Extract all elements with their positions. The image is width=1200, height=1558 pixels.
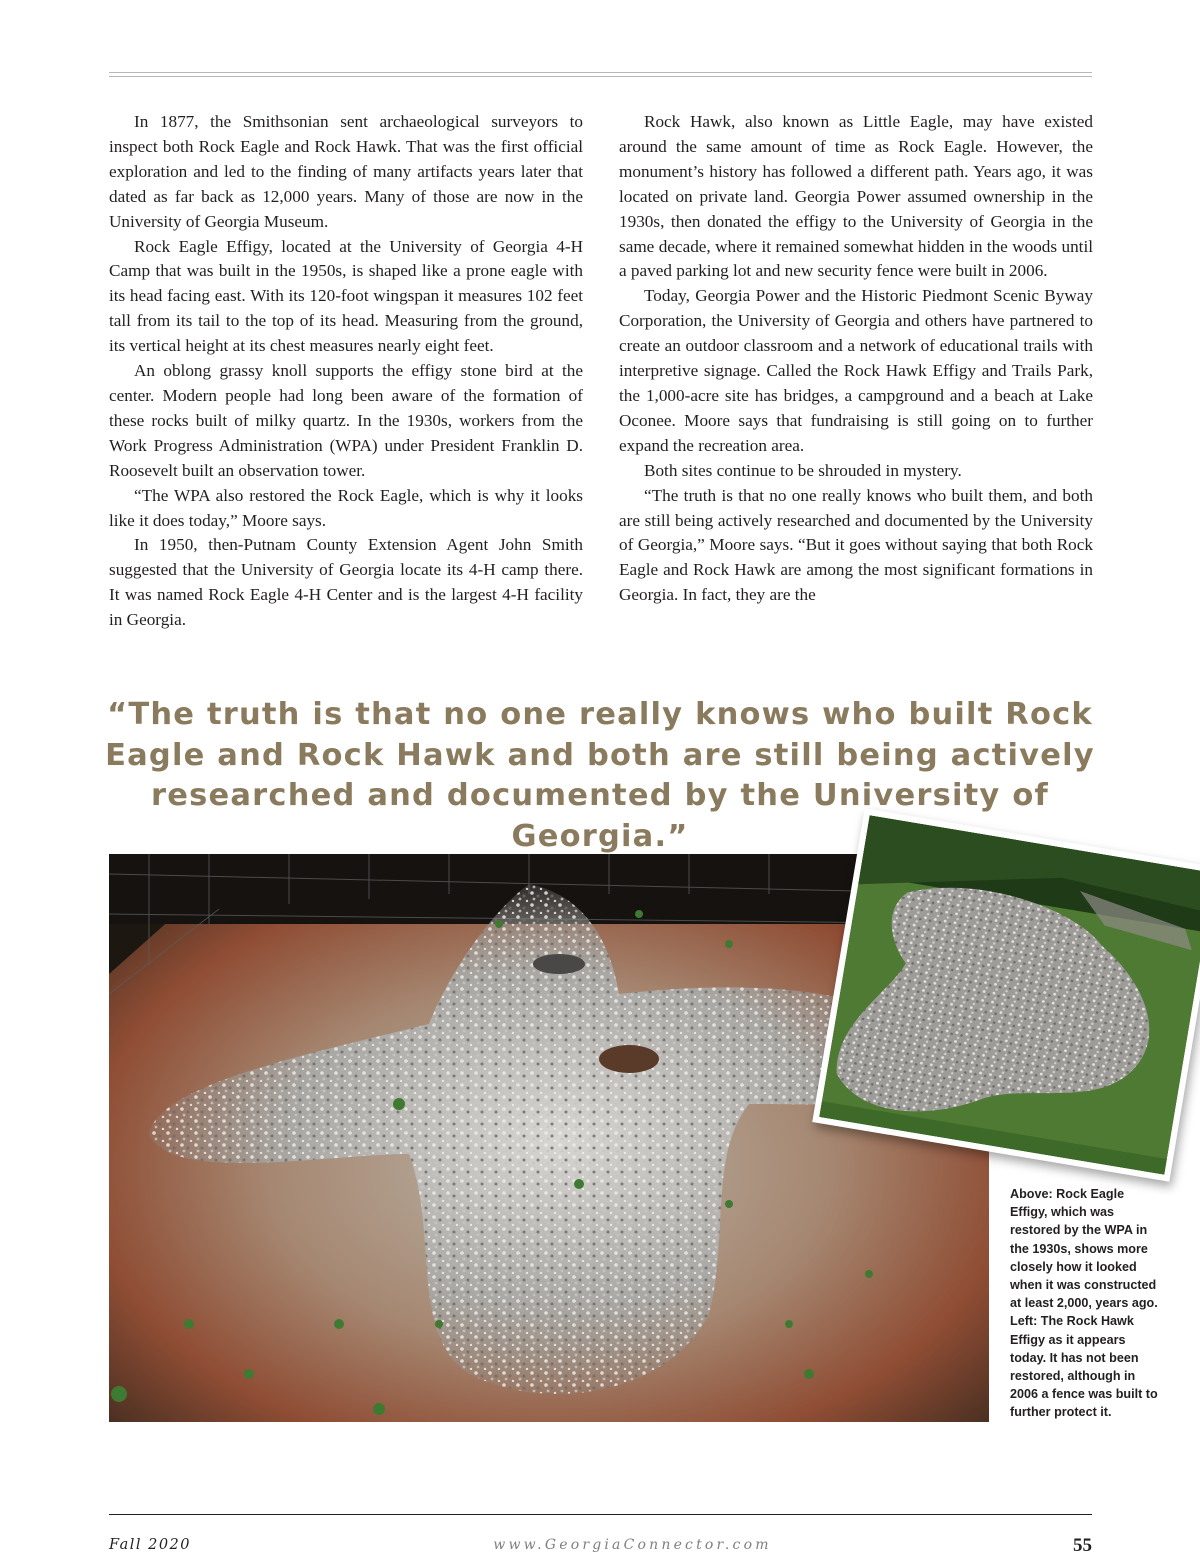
paragraph: Both sites continue to be shrouded in mystery. bbox=[644, 460, 962, 480]
article-right-column bbox=[619, 110, 1093, 608]
header-rule-bottom bbox=[109, 76, 1092, 77]
paragraph: Today, Georgia Power and the Historic Piedmont Scenic Byway Corporation, the University of Georgia and others have partnered to create an outdoor classroom and a network of educational trails with interpretive signage. Called the Rock Hawk Effigy and Trails Park, the 1,000-acre site has bridges, a campground and a beach at Lake Oconee. Moore says that fundraising is still going on to further expand the recreation area. bbox=[619, 286, 1093, 455]
paragraph: “The truth is that no one really knows who built them, and both are still being actively researched and documented by the University of Georgia,” Moore says. “But it goes without saying that both Rock Eagle and Rock Hawk are among the most significant formations in Georgia. In fact, they are the bbox=[619, 485, 1093, 605]
rock-eagle-photo bbox=[819, 815, 1200, 1175]
issue-season: Fall 2020 bbox=[109, 1537, 192, 1553]
photo-caption: Above: Rock Eagle Effigy, which was restored by the WPA in the 1930s, shows more closely how it looked when it was constructed at least 2,000, years ago. Left: The Rock Hawk Effigy as it appears today. It has not been restored, although in 2006 a fence was built to further protect it. bbox=[1010, 1187, 1158, 1420]
header-rule-top bbox=[109, 72, 1092, 73]
pull-quote: “The truth is that no one really knows who built Rock Eagle and Rock Hawk and both are still being actively researched and documented by the University of Georgia.” bbox=[105, 697, 1095, 854]
paragraph: Rock Hawk, also known as Little Eagle, may have existed around the same amount of time as Rock Eagle. However, the monument’s history has followed a different path. Years ago, it was located on private land. Georgia Power assumed ownership in the 1930s, then donated the effigy to the University of Georgia in the same decade, where it remained somewhat hidden in the woods until a paved parking lot and new security fence were built in 2006. bbox=[619, 112, 1093, 281]
rock-eagle-photo-frame bbox=[812, 808, 1200, 1181]
paragraph: “The WPA also restored the Rock Eagle, which is why it looks like it does today,” Moore says. bbox=[109, 485, 583, 530]
page-number: 55 bbox=[1073, 1535, 1092, 1556]
paragraph: An oblong grassy knoll supports the effigy stone bird at the center. Modern people had long been aware of the formation of these rocks built of milky quartz. In the 1930s, workers from the Work Progress Administration (WPA) under President Franklin D. Roosevelt built an observation tower. bbox=[109, 361, 583, 480]
website-url[interactable]: www.GeorgiaConnector.com bbox=[493, 1537, 772, 1553]
paragraph: Rock Eagle Effigy, located at the University of Georgia 4-H Camp that was built in the 1950s, is shaped like a prone eagle with its head facing east. With its 120-foot wingspan it measures 102 feet tall from its tail to the top of its head. Measuring from the ground, its vertical height at its chest measures nearly eight feet. bbox=[109, 236, 583, 356]
paragraph: In 1877, the Smithsonian sent archaeological surveyors to inspect both Rock Eagle and Rock Hawk. That was the first official exploration and led to the finding of many artifacts years later that dated as far back as 12,000 years. Many of those are now in the University of Georgia Museum. bbox=[109, 112, 583, 231]
footer-rule bbox=[109, 1514, 1092, 1515]
article-left-column bbox=[109, 110, 583, 633]
paragraph: In 1950, then-Putnam County Extension Agent John Smith suggested that the University of Georgia locate its 4-H camp there. It was named Rock Eagle 4-H Center and is the largest 4-H facility in Georgia. bbox=[109, 535, 583, 630]
